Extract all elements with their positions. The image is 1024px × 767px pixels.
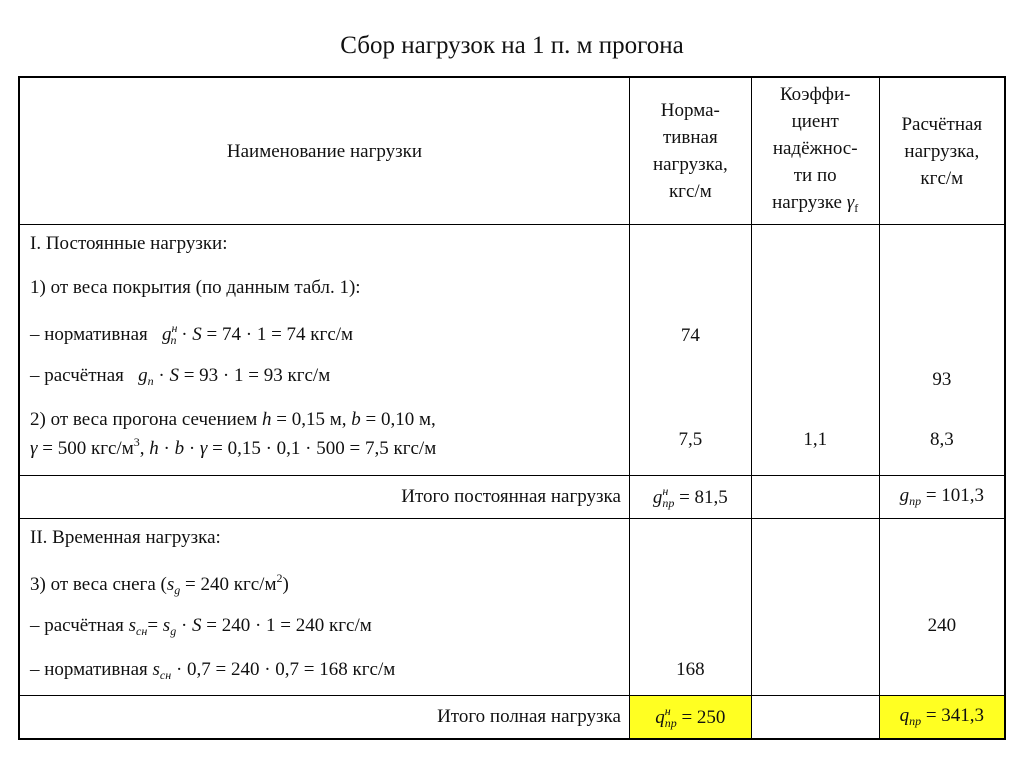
section1-design-line: – расчётная $g_n \cdot S = 93 \cdot 1 = 93$ кгс/м [30,365,331,388]
section2-item3: 3) от веса снега ($s_g = 240$ кгс/$м^2$) [30,571,289,597]
total-full-norm-value: = 250 [681,706,726,728]
total-permanent-norm-value: = 81,5 [679,486,728,508]
design-value-93: 93 [932,369,952,390]
section1-normative [629,225,751,476]
design-value-8-3: 8,3 [929,429,954,450]
item3-value: = 240 кгс/м [185,574,277,595]
table-title: Сбор нагрузок на 1 п. м прогона [340,32,684,59]
total-full-design: $q_{пр} = 341,3$ [879,696,1005,740]
section1-design [879,225,1005,476]
section1-heading: I. Постоянные нагрузки: [30,233,228,254]
total-permanent-design: $g_{пр} = 101,3$ [879,476,1005,519]
total-permanent-label: Итого постоянная нагрузка [19,476,629,519]
item2-text: 2) от веса прогона сечением [30,409,258,430]
section2-row [19,519,1005,696]
total-full-label: Итого полная нагрузка [19,696,629,740]
section2-heading: II. Временная нагрузка: [30,527,221,548]
section1-norm-line: – нормативная $g^н_n \cdot S = 74 \cdot 1 = 74$ кгс/м [30,321,354,347]
design-label: – расчётная [30,365,124,386]
item2-formula: = 0,15 · 0,1 · 500 = 7,5 кгс/м [212,438,437,459]
total-permanent-row [19,476,1005,519]
coef-value-1-1: 1,1 [803,429,828,450]
norm-formula: = 74 · 1 = 74 кгс/м [206,324,354,345]
header-normative: Норма- тивная нагрузка, кгс/м [629,77,751,225]
section1-item2-line2: γ = 500 кгс/$м^3$, h · b · γ = 0,15 · 0,1 · 500 = 7,5 кгс/м [30,435,437,459]
section1-row [19,225,1005,476]
snow-norm-formula: · 0,7 = 240 · 0,7 = 168 кгс/м [175,659,396,680]
gamma-f-symbol: γ [846,191,855,213]
snow-design-formula: = 240 · 1 = 240 кгс/м [206,615,372,636]
item3-text: 3) от веса снега ( [30,574,167,595]
item2-b: = 0,10 м, [365,409,436,430]
total-full-design-value: = 341,3 [925,705,985,726]
total-permanent-norm: $g^н_{пр} = 81,5$ [629,476,751,519]
total-permanent-design-value: = 101,3 [925,485,985,506]
item2-h: = 0,15 м, [276,409,347,430]
section2-design-line: – расчётная $s_{сн}= s_g \cdot S = 240 \cdot 1 = 240$ кгс/м [30,615,372,638]
header-coef-text: Коэффи- циент надёжнос- ти по нагрузке [772,83,858,213]
header-design: Расчётная нагрузка, кгс/м [879,77,1005,225]
snow-norm-label: – нормативная [30,659,148,680]
section1-text [19,225,629,476]
item2-gamma: = 500 кгс/м [42,438,134,459]
section2-text [19,519,629,696]
norm-value-7-5: 7,5 [678,429,703,450]
total-full-row [19,696,1005,740]
norm-value-74: 74 [680,325,700,346]
total-permanent-coef [751,476,879,519]
section2-coef [751,519,879,696]
snow-design-label: – расчётная [30,615,124,636]
section1-coef [751,225,879,476]
total-full-coef [751,696,879,740]
section1-item1: 1) от веса покрытия (по данным табл. 1): [30,277,361,298]
section2-normative [629,519,751,696]
loads-table [18,76,1006,740]
norm-value-168: 168 [676,659,705,680]
norm-label: – нормативная [30,324,148,345]
header-row [19,77,1005,225]
section1-item2-line1: 2) от веса прогона сечением h = 0,15 м, b = 0,10 м, [30,409,436,430]
total-full-norm: $q^н_{пр} = 250$ [629,696,751,740]
section2-norm-line: – нормативная $s_{сн} \cdot 0,7 = 240 \cdot 0,7 = 168$ кгс/м [30,659,396,682]
design-value-240: 240 [927,615,957,636]
gamma-f-subscript: f [854,200,859,215]
header-name: Наименование нагрузки [19,77,629,225]
header-coef [751,77,879,225]
design-formula: = 93 · 1 = 93 кгс/м [183,365,331,386]
section2-design [879,519,1005,696]
